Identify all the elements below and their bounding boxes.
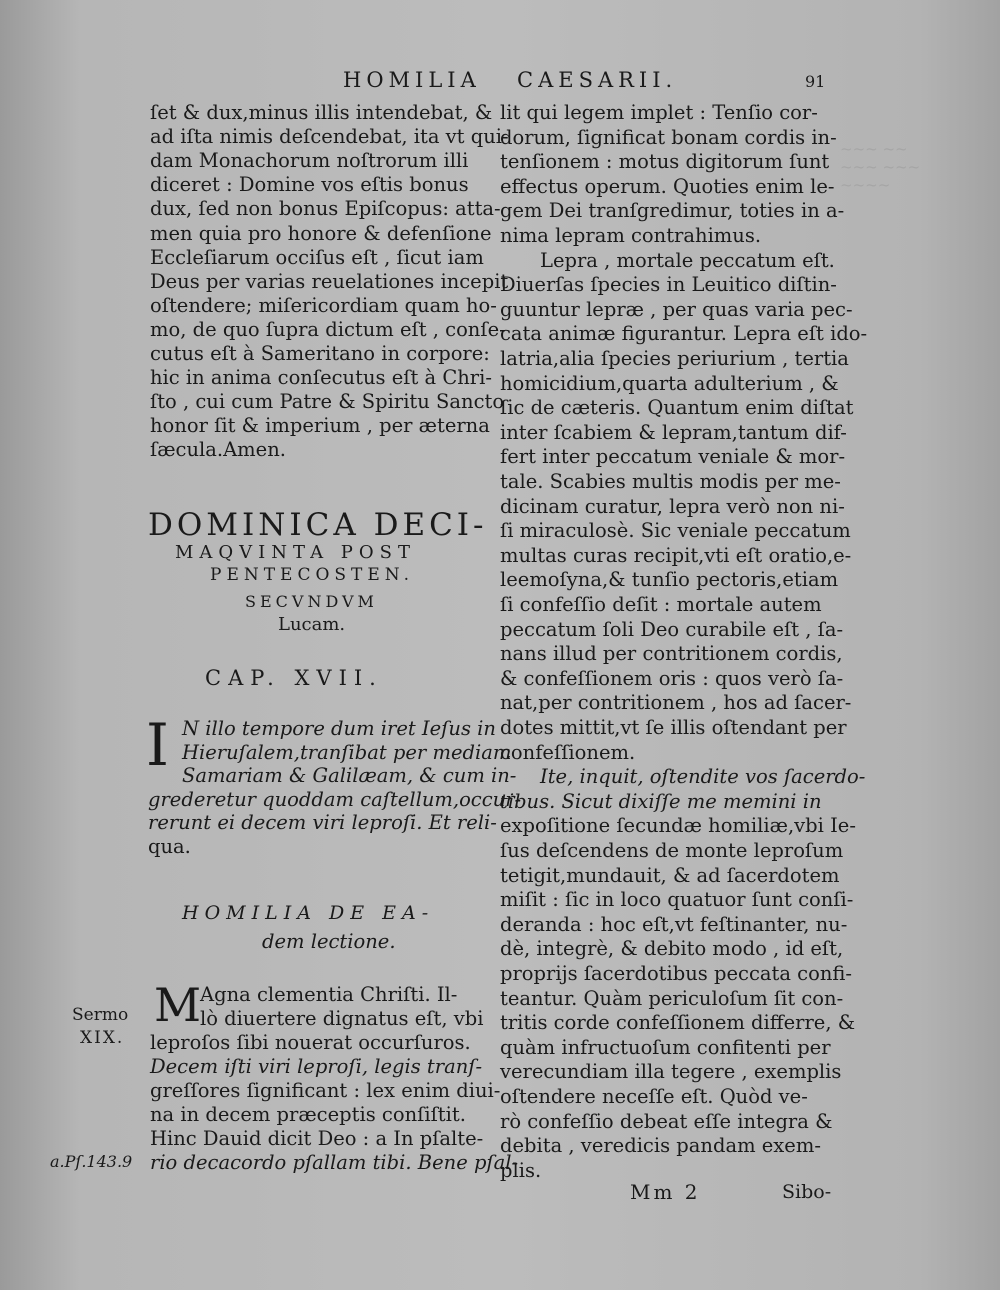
text-line: Lepra , mortale peccatum eſt. (540, 248, 835, 272)
text-line: mo, de quo ſupra dictum eſt , conſe- (150, 317, 506, 341)
text-line: cutus eſt à Sameritano in corpore: (150, 342, 490, 365)
gospel-line: rerunt ei decem viri leproſi. Et reli- (148, 811, 497, 834)
text-line: expoſitione ſecundæ homiliæ,vbi Ie- (500, 814, 856, 838)
text-line: cata animæ figurantur. Lepra eſt ido- (500, 322, 868, 346)
homily-line: Decem iſti viri leproſi, legis tranſ- (150, 1055, 483, 1078)
header-left: HOMILIA (343, 68, 481, 92)
text-line: ſic de cæteris. Quantum enim diſtat (500, 396, 854, 420)
gospel-line: N illo tempore dum iret Ieſus in (182, 717, 496, 740)
text-line: nat,per contritionem , hos ad ſacer- (500, 691, 852, 715)
text-line: ſæcula.Amen. (150, 438, 286, 462)
text-line: leemoſyna,& tunſio pectoris,etiam (500, 568, 839, 592)
text-line: hic in anima conſecutus eſt à Chri- (150, 366, 492, 390)
text-line: plis. (500, 1158, 542, 1182)
homily-title-line2: dem lectione. (262, 930, 396, 953)
section-title-line5: Lucam. (278, 614, 346, 635)
homily-line: Agna clementia Chriſti. Il- (200, 983, 458, 1006)
section-title-line1: DOMINICA DECI- (148, 507, 488, 543)
text-line: diceret : Domine vos eſtis bonus (150, 173, 469, 197)
text-line: Ite, inquit, oſtendite vos ſacerdo- (540, 765, 866, 789)
gospel-line: Hieruſalem,tranſibat per mediam (182, 740, 512, 764)
text-line: nans illud per contritionem cordis, (500, 642, 843, 666)
text-line: latria,alia ſpecies periurium , tertia (500, 347, 849, 370)
text-line: teantur. Quàm periculoſum ſit con- (500, 986, 844, 1010)
text-line: ſi miraculosè. Sic veniale peccatum (500, 519, 851, 543)
homily-title-line1: HOMILIA DE EA- (182, 902, 435, 924)
homily-line: na in decem præceptis conſiſtit. (150, 1103, 466, 1126)
homily-line: greſſores ſignificant : lex enim diui- (150, 1079, 501, 1102)
text-line: fert inter peccatum veniale & mor- (500, 445, 846, 469)
gospel-drop-initial: I (146, 711, 169, 779)
chapter-heading: CAP. XVII. (205, 666, 383, 690)
text-line: ſet & dux,minus illis intendebat, & (150, 101, 493, 124)
text-line: multas curas recipit,vti eſt oratio,e- (500, 543, 852, 567)
gospel-line: Samariam & Galilæam, & cum in- (182, 764, 517, 787)
text-line: effectus operum. Quoties enim le- (500, 174, 835, 198)
text-line: lit qui legem implet : Tenſio cor- (500, 101, 818, 124)
text-line: ad iſta nimis deſcendebat, ita vt qui- (150, 125, 509, 149)
signature-mark: Mm 2 (630, 1180, 701, 1204)
text-line: oſtendere neceſſe eſt. Quòd ve- (500, 1085, 808, 1108)
margin-scripture-reference: a.Pſ.143.9 (50, 1152, 133, 1171)
text-line: quàm infructuoſum confitenti per (500, 1035, 831, 1059)
text-line: Eccleſiarum occiſus eſt , ſicut iam (150, 245, 484, 269)
text-line: debita , veredicis pandam exem- (500, 1134, 821, 1158)
text-line: dam Monachorum noſtrorum illi (150, 149, 469, 173)
homily-line: rio decacordo pſallam tibi. Bene pſal- (150, 1151, 519, 1174)
text-line: men quia pro honore & defenſione (150, 221, 492, 245)
text-line: dorum, ſignificat bonam cordis in- (500, 125, 837, 149)
homily-drop-initial: M (154, 978, 202, 1032)
text-line: ſi confeſſio deſit : mortale autem (500, 593, 822, 616)
margin-note-number: XIX. (80, 1028, 125, 1048)
text-line: tale. Scabies multis modis per me- (500, 470, 841, 493)
section-title-line2: MAQVINTA POST (175, 542, 416, 563)
margin-note-sermo: Sermo (72, 1005, 129, 1025)
catchword: Sibo- (782, 1181, 832, 1203)
text-line: tibus. Sicut dixiſſe me memini in (500, 789, 822, 813)
text-line: tenſionem : motus digitorum ſunt (500, 150, 830, 174)
text-line: proprijs ſacerdotibus peccata confi- (500, 962, 852, 985)
text-line: dicinam curatur, lepra verò non ni- (500, 494, 845, 518)
text-line: nima lepram contrahimus. (500, 224, 762, 247)
text-line: deranda : hoc eſt,vt feſtinanter, nu- (500, 912, 848, 936)
text-line: peccatum ſoli Deo curabile eſt , ſa- (500, 617, 844, 641)
text-line: ſus deſcendens de monte leproſum (500, 839, 844, 862)
text-line: dux, ſed non bonus Epiſcopus: atta- (150, 197, 501, 221)
gospel-line: grederetur quoddam caſtellum,occur- (148, 787, 522, 811)
homily-line: Hinc Dauid dicit Deo : a In pſalte- (150, 1127, 484, 1150)
homily-line: lò diuertere dignatus eſt, vbi (200, 1007, 484, 1030)
text-line: guuntur lepræ , per quas varia pec- (500, 297, 853, 321)
bleed-through-marks: ~~~ ~~ ~~~ ~~~ ~~~~ (840, 140, 921, 194)
text-line: & confeſſionem oris : quos verò ſa- (500, 666, 844, 690)
text-line: confeſſionem. (500, 740, 636, 764)
text-line: ſto , cui cum Patre & Spiritu Sancto (150, 390, 505, 414)
text-line: Deus per varias reuelationes incepit (150, 269, 509, 293)
homily-line: leproſos ſibi nouerat occurſuros. (150, 1031, 471, 1054)
text-line: dotes mittit,vt ſe illis oſtendant per (500, 716, 847, 739)
text-line: tritis corde confeſſionem differre, & (500, 1011, 856, 1035)
header-right: CAESARII. (517, 68, 678, 92)
text-line: oſtendere; miſericordiam quam ho- (150, 293, 497, 317)
section-title-line3: PENTECOSTEN. (210, 565, 415, 585)
text-line: tetigit,mundauit, & ad ſacerdotem (500, 863, 840, 887)
text-line: Diuerſas ſpecies in Leuitico diſtin- (500, 273, 837, 297)
page-number: 91 (805, 72, 826, 91)
text-line: miſit : ſic in loco quatuor ſunt conſi- (500, 888, 854, 912)
gospel-line: qua. (148, 834, 191, 858)
text-line: gem Dei tranſgredimur, toties in a- (500, 199, 845, 223)
text-line: homicidium,quarta adulterium , & (500, 371, 839, 395)
section-title-line4: SECVNDVM (245, 592, 378, 611)
text-line: inter ſcabiem & lepram,tantum dif- (500, 420, 847, 444)
text-line: rò confeſſio debeat eſſe integra & (500, 1109, 833, 1133)
text-line: dè, integrè, & debito modo , id eſt, (500, 937, 844, 961)
text-line: verecundiam illa tegere , exemplis (500, 1060, 842, 1084)
text-line: honor ſit & imperium , per æterna (150, 414, 490, 438)
